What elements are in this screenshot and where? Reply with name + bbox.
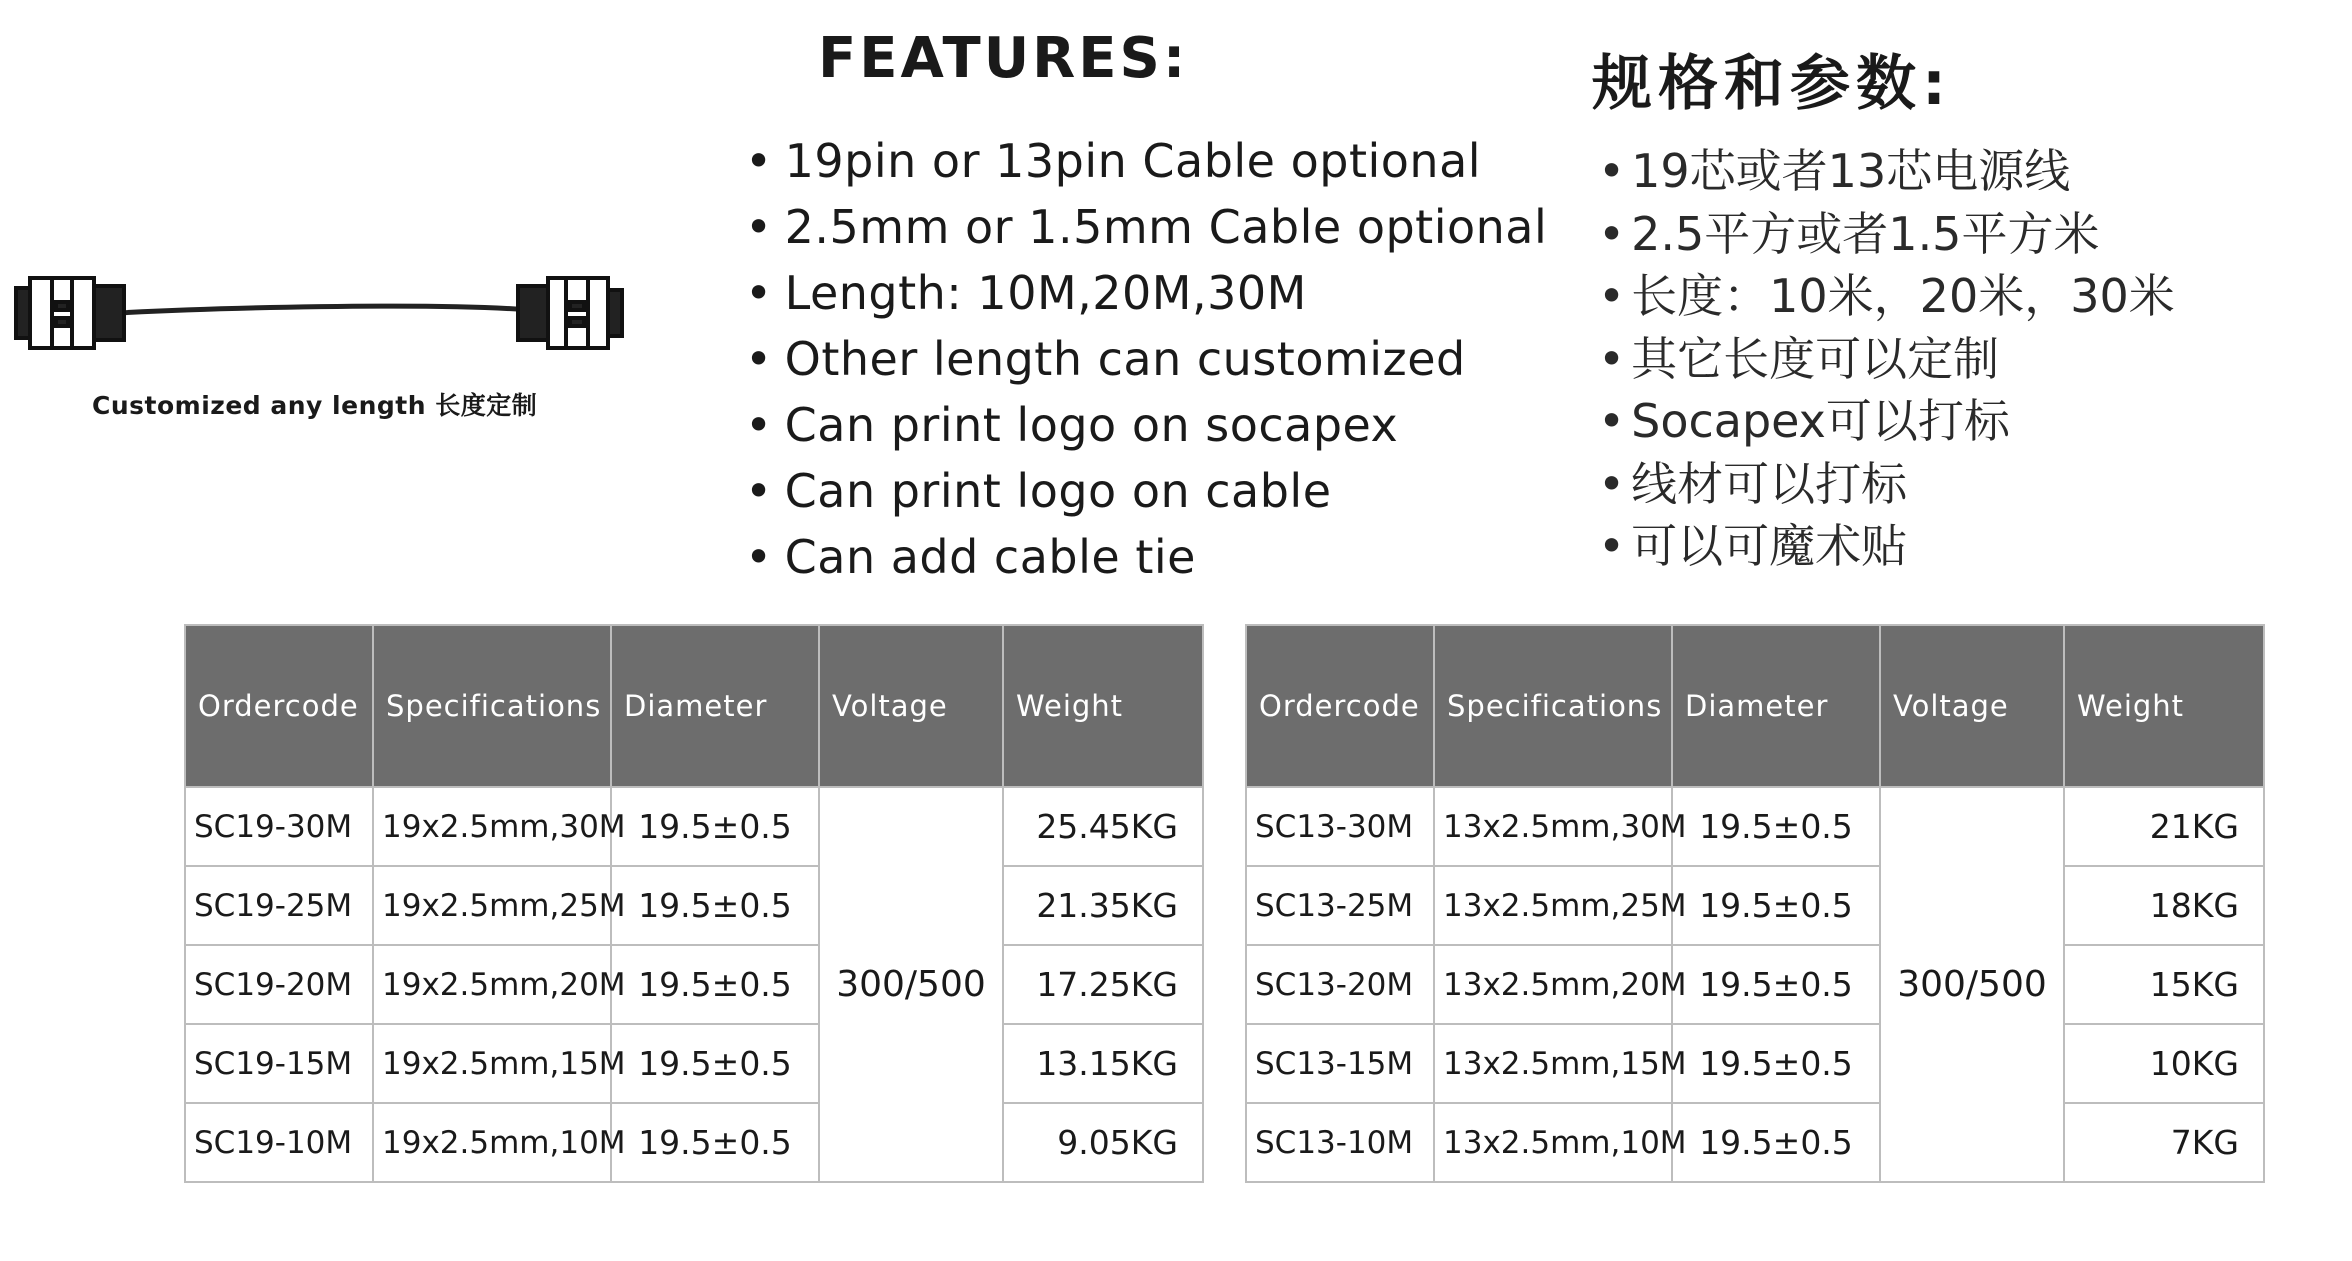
spec-table-19pin (184, 624, 1204, 1183)
table-row (185, 945, 1203, 1024)
spec-cell: 19x2.5mm,20M (373, 945, 611, 1024)
header-specifications: Specifications (1434, 625, 1672, 787)
feature-item-cn: • 19芯或者13芯电源线 (1598, 140, 2175, 203)
feature-item-en: • Can print logo on cable (745, 458, 1547, 524)
spec-cell: 13x2.5mm,20M (1434, 945, 1672, 1024)
ordercode-cell: SC13-30M (1246, 787, 1434, 866)
table-row (1246, 945, 2264, 1024)
ordercode-cell: SC19-30M (185, 787, 373, 866)
table-header-row (1246, 625, 2264, 787)
feature-item-cn: • 可以可魔术贴 (1598, 515, 2175, 578)
ordercode-cell: SC13-10M (1246, 1103, 1434, 1182)
feature-item-cn: • 2.5平方或者1.5平方米 (1598, 203, 2175, 266)
ordercode-cell: SC13-20M (1246, 945, 1434, 1024)
feature-item-en: • 2.5mm or 1.5mm Cable optional (745, 194, 1547, 260)
weight-cell: 17.25KG (1003, 945, 1203, 1024)
diameter-cell: 19.5±0.5 (1672, 866, 1880, 945)
header-ordercode: Ordercode (1246, 625, 1434, 787)
spec-table-13pin (1245, 624, 2265, 1183)
feature-item-en: • Length: 10M,20M,30M (745, 260, 1547, 326)
spec-cell: 13x2.5mm,10M (1434, 1103, 1672, 1182)
feature-item-cn: • 长度：10米，20米，30米 (1598, 265, 2175, 328)
feature-item-en: • Can print logo on socapex (745, 392, 1547, 458)
feature-item-cn: • Socapex可以打标 (1598, 390, 2175, 453)
table-row (1246, 787, 2264, 866)
diameter-cell: 19.5±0.5 (611, 787, 819, 866)
features-title: FEATURES: (818, 26, 1189, 91)
ordercode-cell: SC19-10M (185, 1103, 373, 1182)
diameter-cell: 19.5±0.5 (1672, 1103, 1880, 1182)
table-header-row (185, 625, 1203, 787)
header-voltage: Voltage (1880, 625, 2064, 787)
header-diameter: Diameter (1672, 625, 1880, 787)
ordercode-cell: SC13-25M (1246, 866, 1434, 945)
feature-item-cn: • 线材可以打标 (1598, 453, 2175, 516)
table-row (185, 1024, 1203, 1103)
weight-cell: 9.05KG (1003, 1103, 1203, 1182)
ordercode-cell: SC19-25M (185, 866, 373, 945)
weight-cell: 15KG (2064, 945, 2264, 1024)
header-specifications: Specifications (373, 625, 611, 787)
features-list-en (745, 128, 1547, 590)
ordercode-cell: SC13-15M (1246, 1024, 1434, 1103)
spec-cell: 19x2.5mm,10M (373, 1103, 611, 1182)
ordercode-cell: SC19-20M (185, 945, 373, 1024)
voltage-cell: 300/500 (819, 787, 1003, 1182)
spec-cell: 13x2.5mm,15M (1434, 1024, 1672, 1103)
spec-cell: 19x2.5mm,30M (373, 787, 611, 866)
features-cn-title: 规格和参数: (1592, 49, 1952, 119)
feature-item-cn: • 其它长度可以定制 (1598, 328, 2175, 391)
table-row (185, 1103, 1203, 1182)
weight-cell: 18KG (2064, 866, 2264, 945)
diameter-cell: 19.5±0.5 (1672, 787, 1880, 866)
diameter-cell: 19.5±0.5 (611, 866, 819, 945)
diameter-cell: 19.5±0.5 (1672, 945, 1880, 1024)
spec-cell: 19x2.5mm,15M (373, 1024, 611, 1103)
product-caption: Customized any length 长度定制 (92, 391, 538, 420)
weight-cell: 25.45KG (1003, 787, 1203, 866)
features-list-cn (1598, 140, 2175, 578)
table-row (185, 787, 1203, 866)
table-row (1246, 1024, 2264, 1103)
socapex-cable-icon (10, 268, 630, 358)
weight-cell: 10KG (2064, 1024, 2264, 1103)
header-weight: Weight (2064, 625, 2264, 787)
spec-cell: 19x2.5mm,25M (373, 866, 611, 945)
diameter-cell: 19.5±0.5 (1672, 1024, 1880, 1103)
spec-cell: 13x2.5mm,25M (1434, 866, 1672, 945)
table-row (185, 866, 1203, 945)
table-row (1246, 866, 2264, 945)
table-row (1246, 1103, 2264, 1182)
header-diameter: Diameter (611, 625, 819, 787)
diameter-cell: 19.5±0.5 (611, 1103, 819, 1182)
feature-item-en: • 19pin or 13pin Cable optional (745, 128, 1547, 194)
header-weight: Weight (1003, 625, 1203, 787)
diameter-cell: 19.5±0.5 (611, 1024, 819, 1103)
weight-cell: 13.15KG (1003, 1024, 1203, 1103)
diameter-cell: 19.5±0.5 (611, 945, 819, 1024)
header-voltage: Voltage (819, 625, 1003, 787)
feature-item-en: • Other length can customized (745, 326, 1547, 392)
weight-cell: 21.35KG (1003, 866, 1203, 945)
ordercode-cell: SC19-15M (185, 1024, 373, 1103)
header-ordercode: Ordercode (185, 625, 373, 787)
spec-cell: 13x2.5mm,30M (1434, 787, 1672, 866)
voltage-cell: 300/500 (1880, 787, 2064, 1182)
weight-cell: 7KG (2064, 1103, 2264, 1182)
feature-item-en: • Can add cable tie (745, 524, 1547, 590)
weight-cell: 21KG (2064, 787, 2264, 866)
